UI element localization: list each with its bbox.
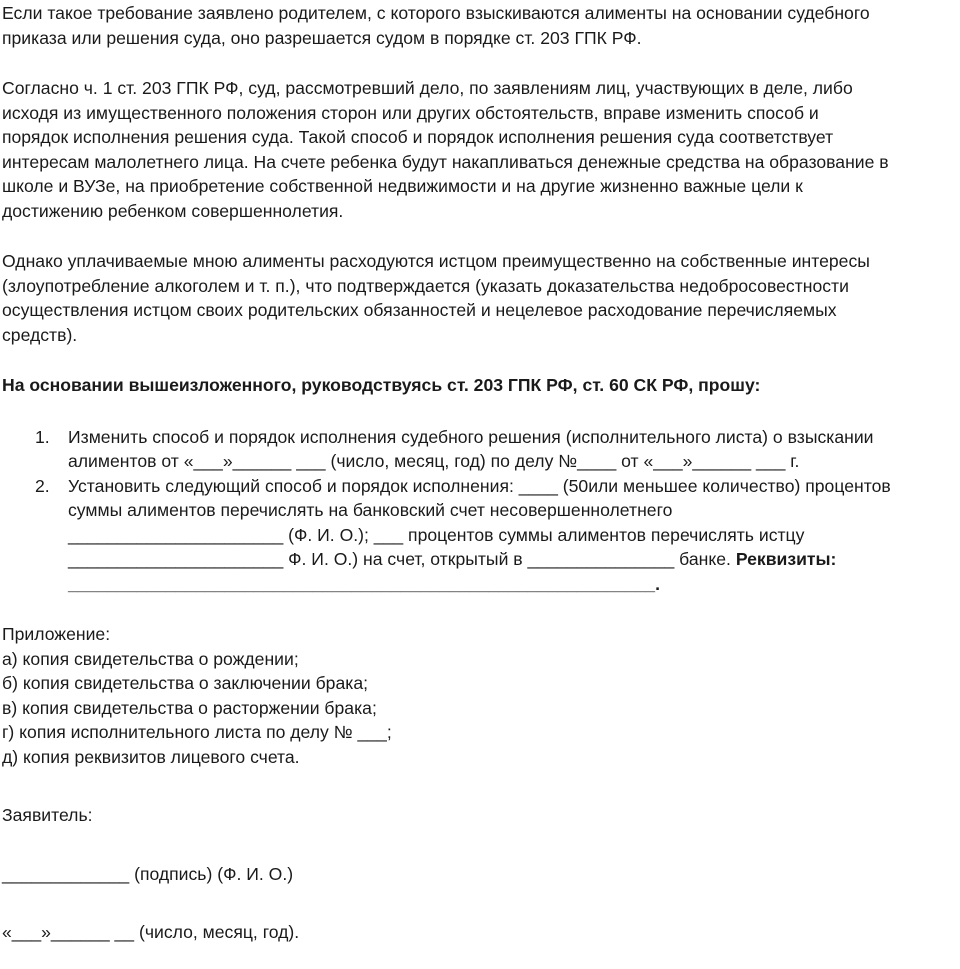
text-line: приказа или решения суда, оно разрешается судом в порядке ст. 203 ГПК РФ.	[2, 27, 642, 48]
list-number: 2.	[35, 475, 50, 496]
signature-line: _____________ (подпись) (Ф. И. О.)	[2, 863, 294, 884]
attachment-item: г) копия исполнительного листа по делу № ___;	[2, 722, 392, 742]
list-item	[2, 474, 952, 597]
text-line: интересам малолетнего лица. На счете ребенка будут накапливаться денежные средства на образование в	[2, 151, 889, 172]
attachments-title: Приложение:	[2, 624, 111, 644]
text-line: достижению ребенком совершеннолетия.	[2, 200, 344, 221]
text-line: Однако уплачиваемые мною алименты расходуются истцом преимущественно на собственные интересы	[2, 251, 870, 271]
request-list	[2, 425, 952, 597]
text-line: Если такое требование заявлено родителем, с которого взыскиваются алименты на основании судебного	[2, 3, 870, 23]
text-line: Установить следующий способ и порядок исполнения: ____ (50или меньшее количество) процентов	[68, 475, 891, 496]
paragraph-intro	[2, 1, 952, 50]
request-heading: На основании вышеизложенного, руководствуясь ст. 203 ГПК РФ, ст. 60 СК РФ, прошу:	[2, 375, 761, 395]
text-line: Согласно ч. 1 ст. 203 ГПК РФ, суд, рассмотревший дело, по заявлениям лиц, участвующих в деле, либо	[2, 78, 853, 98]
text-line: исходя из имущественного положения сторон или других обстоятельств, вправе изменить способ и	[2, 102, 819, 123]
text-line: (злоупотребление алкоголем и т. п.), что подтверждается (указать доказательства недобросовестности	[2, 275, 849, 296]
text-line: средств).	[2, 324, 78, 345]
attachment-item: в) копия свидетельства о расторжении брака;	[2, 697, 377, 718]
text-fragment: ______________________ Ф. И. О.) на счет, открытый в _______________ банке.	[68, 549, 736, 569]
attachment-item: б) копия свидетельства о заключении брака;	[2, 673, 368, 693]
attachment-item: д) копия реквизитов лицевого счета.	[2, 746, 300, 767]
text-line: ____________________________________________________________.	[68, 573, 660, 594]
bold-label: Реквизиты:	[735, 549, 837, 569]
paragraph-misuse	[2, 249, 952, 347]
attachments	[2, 622, 952, 769]
applicant-label: Заявитель:	[2, 805, 93, 825]
text-line: суммы алиментов перечислять на банковский счет несовершеннолетнего	[68, 500, 673, 520]
paragraph-legal-basis	[2, 76, 952, 223]
attachment-item: а) копия свидетельства о рождении;	[2, 648, 299, 669]
text-line: порядок исполнения решения суда. Такой способ и порядок исполнения решения суда соответствует	[2, 127, 834, 147]
text-line: ______________________ (Ф. И. О.); ___ процентов суммы алиментов перечислять истцу	[68, 524, 805, 545]
text-line	[68, 547, 952, 572]
text-line: школе и ВУЗе, на приобретение собственной недвижимости и на другие жизненно важные цели к	[2, 176, 803, 196]
document	[2, 1, 952, 945]
list-item	[2, 425, 952, 474]
text-line: Изменить способ и порядок исполнения судебного решения (исполнительного листа) о взыскании	[68, 426, 874, 447]
date-line: «___»______ __ (число, месяц, год).	[2, 922, 300, 942]
text-line: осуществления истцом своих родительских обязанностей и нецелевое расходование перечисляемых	[2, 300, 837, 320]
text-line: алиментов от «___»______ ___ (число, месяц, год) по делу №____ от «___»______ ___ г.	[68, 451, 800, 471]
signature-block	[2, 803, 952, 945]
list-number: 1.	[35, 426, 50, 447]
